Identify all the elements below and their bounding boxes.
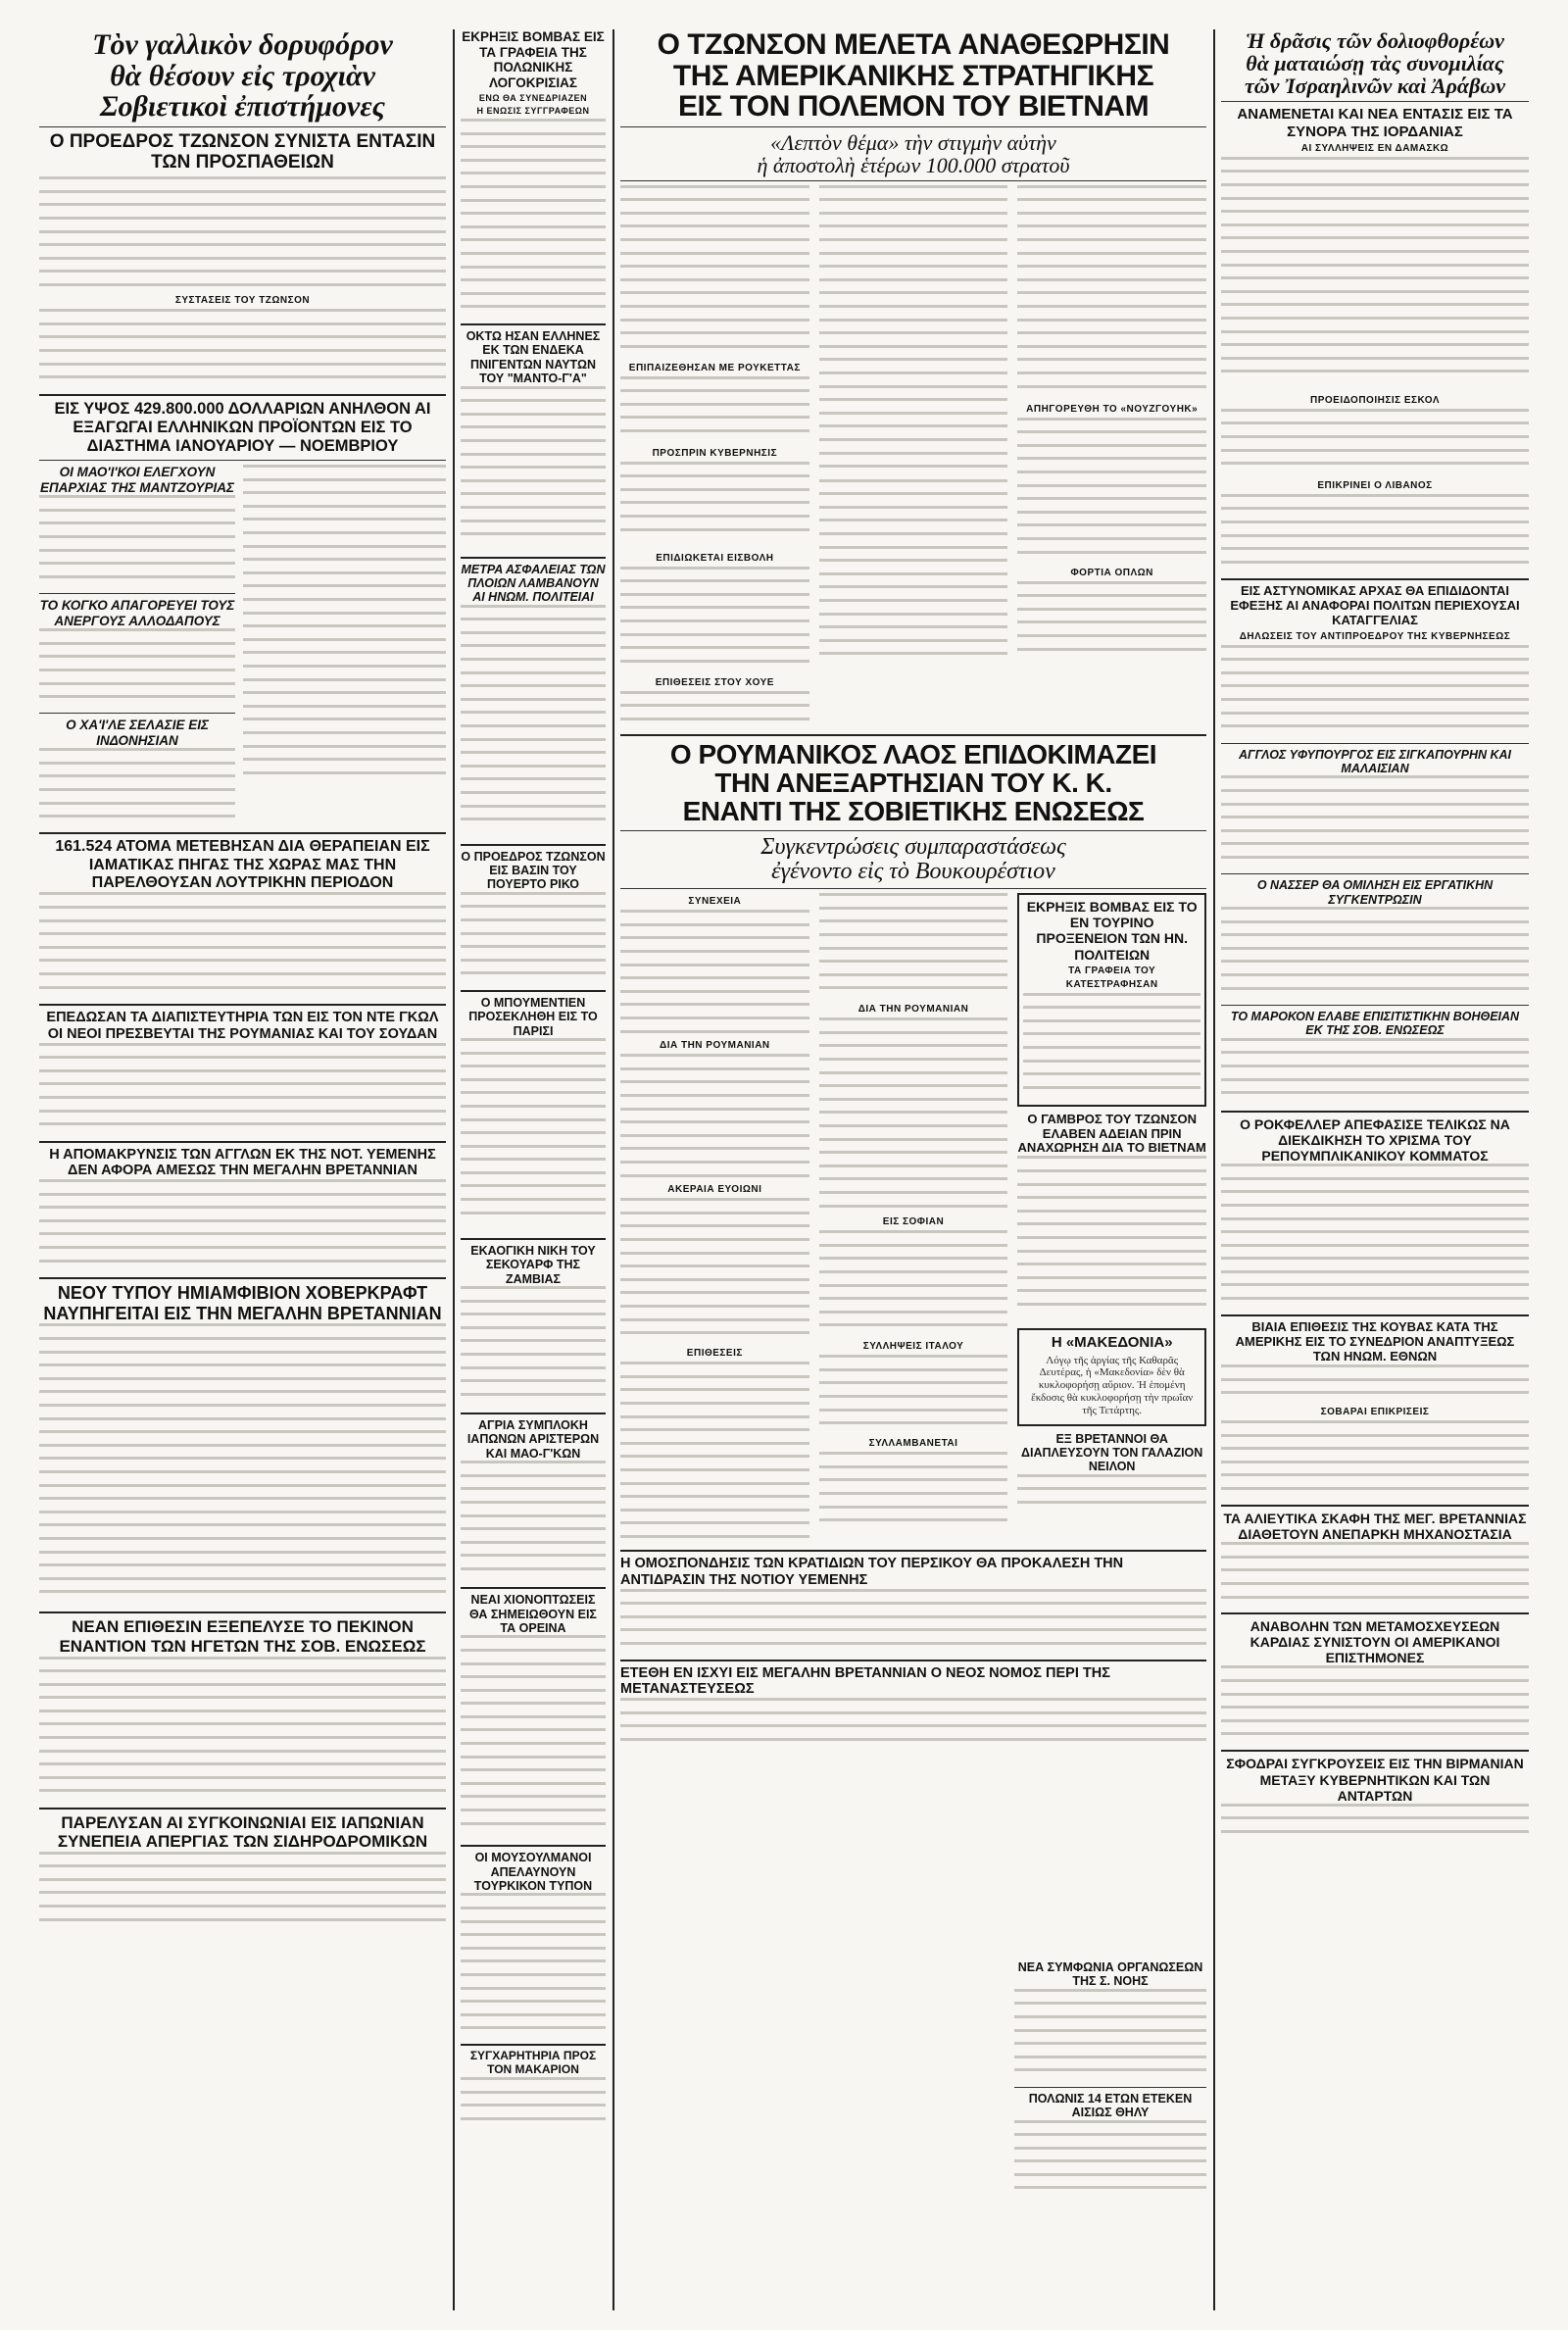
article-text [1221,1804,1529,1843]
article-text [1221,1420,1529,1501]
article-text [39,628,235,709]
headline: ΝΕΑ ΣΥΜΦΩΝΙΑ ΟΡΓΑΝΩΣΕΩΝ ΤΗΣ Σ. ΝΟΗΣ [1017,1960,1203,1989]
divider [461,990,606,992]
kicker: ΣΥΛΛΑΜΒΑΝΕΤΑΙ [868,1438,958,1450]
article-text [1221,1164,1529,1311]
divider [1221,1505,1529,1507]
article-text [1221,409,1529,477]
subheadline: ΑΝΑΜΕΝΕΤΑΙ ΚΑΙ ΝΕΑ ΕΝΤΑΣΙΣ ΕΙΣ ΤΑ ΣΥΝΟΡΑ ΤΗΣ ΙΟΡΔΑΝΙΑΣ [1237,106,1513,140]
kicker: ΚΑΤΕΣΤΡΑΦΗΣΑΝ [1065,978,1158,990]
headline: ΒΙΑΙΑ ΕΠΙΘΕΣΙΣ ΤΗΣ ΚΟΥΒΑΣ ΚΑΤΑ ΤΗΣ ΑΜΕΡΙΚΗΣ ΕΙΣ ΤΟ ΣΥΝΕΔΡΙΟΝ ΑΝΑΠΤΥΞΕΩΣ ΤΩΝ ΗΝΩΜ. ΕΘΝΩΝ [1235,1319,1515,1363]
divider [461,844,606,846]
kicker: ΔΙΑ ΤΗΝ ΡΟΥΜΑΝΙΑΝ [858,1004,969,1016]
article-text [243,465,446,788]
kicker: ΕΠΙΔΙΩΚΕΤΑΙ ΕΙΣΒΟΛΗ [656,552,774,564]
divider [620,734,1206,736]
headline: ΕΚΑΟΓΙΚΗ ΝΙΚΗ ΤΟΥ ΣΕΚΟΥΑΡΦ ΤΗΣ ΖΑΜΒΙΑΣ [470,1243,596,1286]
lead-subheadline: ἡ ἀποστολὴ ἑτέρων 100.000 στρατοῦ [757,152,1070,177]
article-text [620,1698,1206,1757]
headline: ΤΑ ΑΛΙΕΥΤΙΚΑ ΣΚΑΦΗ ΤΗΣ ΜΕΓ. ΒΡΕΤΑΝΝΙΑΣ ΔΙΑΘΕΤΟΥΝ ΑΝΕΠΑΡΚΗ ΜΗΧΑΝΟΣΤΑΣΙΑ [1223,1510,1527,1543]
article-text [620,462,809,550]
divider [620,830,1206,831]
article-text [620,567,809,674]
article-text [461,1461,606,1583]
divider [461,1238,606,1240]
divider [1014,2087,1206,2088]
headline: ΝΕΑΙ ΧΙΟΝΟΠΤΩΣΕΙΣ ΘΑ ΣΗΜΕΙΩΘΟΥΝ ΕΙΣ ΤΑ ΟΡΕΙΝΑ [469,1593,597,1635]
article-text [39,495,235,589]
headline: Ο ΝΑΣΣΕΡ ΘΑ ΟΜΙΛΗΣΗ ΕΙΣ ΕΡΓΑΤΙΚΗΝ ΣΥΓΚΕΝΤΡΩΣΙΝ [1256,878,1494,907]
article-text [461,605,606,840]
notice-text: Λόγῳ τῆς ἀργίας τῆς Καθαρᾶς Δευτέρας, ἡ «Μακεδονία» δὲν θὰ κυκλοφορήσῃ αὔριον. Ἡ ἑπομένη ἔκδοσις θὰ κυκλοφορήσῃ τὴν πρωΐαν τῆς Τετάρτης. [1031,1354,1194,1416]
divider [461,1413,606,1414]
two-column-block [39,465,446,828]
article-text [1014,2120,1206,2199]
kicker: Η ΕΝΩΣΙΣ ΣΥΓΓΡΑΦΕΩΝ [476,106,590,117]
article-text [1221,1364,1529,1404]
article-text [39,1852,446,1930]
article-text [1221,1038,1529,1107]
headline-line: ΤΗΝ ΑΝΕΞΑΡΤΗΣΙΑΝ ΤΟΥ Κ. Κ. [714,768,1112,799]
divider [1221,578,1529,580]
article-text [461,386,606,553]
divider [620,888,1206,889]
divider [39,1004,446,1006]
article-text [461,119,606,320]
article-text [620,1589,1206,1656]
divider [620,1660,1206,1661]
headline-line: θὰ ματαιώσῃ τὰς συνομιλίας [1246,51,1504,76]
headline: ΕΞ ΒΡΕΤΑΝΝΟΙ ΘΑ ΔΙΑΠΛΕΥΣΟΥΝ ΤΟΝ ΓΑΛΑΖΙΟΝ ΝΕΙΛΟΝ [1021,1431,1203,1474]
column-rule [1213,29,1215,2310]
divider [39,1277,446,1279]
notice-box [1017,1328,1206,1425]
divider [39,713,235,714]
romania-article-columns [620,893,1206,1546]
kicker: ΦΟΡΤΙΑ ΟΠΛΩΝ [1070,567,1153,578]
column-second [461,29,606,2136]
divider [461,557,606,559]
lead-headline-line: ΤΗΣ ΑΜΕΡΙΚΑΝΙΚΗΣ ΣΤΡΑΤΗΓΙΚΗΣ [672,59,1154,92]
lead-story-satellite [39,29,446,390]
headline: ΜΕΤΡΑ ΑΣΦΑΛΕΙΑΣ ΤΩΝ ΠΛΟΙΩΝ ΛΑΜΒΑΝΟΥΝ ΑΙ ΗΝΩΜ. ΠΟΛΙΤΕΙΑΙ [461,562,606,605]
headline: ΝΕΑΝ ΕΠΙΘΕΣΙΝ ΕΞΕΠΕΛΥΣΕ ΤΟ ΠΕΚΙΝΟΝ ΕΝΑΝΤΙΟΝ ΤΩΝ ΗΓΕΤΩΝ ΤΗΣ ΣΟΒ. ΕΝΩΣΕΩΣ [59,1617,426,1656]
article-text [1017,185,1206,401]
kicker: ΑΠΗΓΟΡΕΥΘΗ ΤΟ «ΝΟΥΖΓΟΥΗΚ» [1026,403,1199,415]
subheadline: Συγκεντρώσεις συμπαραστάσεως [760,833,1066,860]
kicker: ΑΚΕΡΑΙΑ ΕΥΟΙΩΝΙ [667,1184,762,1196]
headline: ΟΙ ΜΟΥΣΟΥΛΜΑΝΟΙ ΑΠΕΛΑΥΝΟΥΝ ΤΟΥΡΚΙΚΟΝ ΤΥΠΟΝ [473,1851,593,1894]
headline: Η ΑΠΟΜΑΚΡΥΝΣΙΣ ΤΩΝ ΑΓΓΛΩΝ ΕΚ ΤΗΣ ΝΟΤ. ΥΕΜΕΝΗΣ ΔΕΝ ΑΦΟΡΑ ΑΜΕΣΩΣ ΤΗΝ ΜΕΓΑΛΗΝ ΒΡΕΤΑΝΝΙΑΝ [49,1146,436,1179]
headline-line: θὰ θέσουν εἰς τροχιὰν [110,59,375,92]
headline-line: ΕΝΑΝΤΙ ΤΗΣ ΣΟΒΙΕΤΙΚΗΣ ΕΝΩΣΕΩΣ [682,796,1145,827]
divider [1221,1314,1529,1316]
headline: ΣΥΓΧΑΡΗΤΗΡΙΑ ΠΡΟΣ ΤΟΝ ΜΑΚΑΡΙΟΝ [469,2049,597,2077]
bottom-center-block [1014,1960,1206,2199]
lead-headline-line: ΕΙΣ ΤΟΝ ΠΟΛΕΜΟΝ ΤΟΥ ΒΙΕΤΝΑΜ [677,90,1150,123]
article-text [819,893,1008,1001]
divider [1221,1750,1529,1752]
article-text [620,1198,809,1345]
headline: ΑΓΡΙΑ ΣΥΜΠΛΟΚΗ ΙΑΠΩΝΩΝ ΑΡΙΣΤΕΡΩΝ ΚΑΙ ΜΑΟ-Γ'ΚΩΝ [466,1418,600,1461]
divider [461,1587,606,1589]
divider [1221,873,1529,874]
article-text [819,1017,1008,1214]
kicker: ΣΥΝΕΧΕΙΑ [688,896,742,908]
kicker: ΣΥΣΤΑΣΕΙΣ ΤΟΥ ΤΖΩΝΣΟΝ [174,295,311,307]
divider [620,180,1206,181]
divider [39,832,446,834]
divider [1221,1612,1529,1614]
headline: ΕΙΣ ΥΨΟΣ 429.800.000 ΔΟΛΛΑΡΙΩΝ ΑΝΗΛΘΟΝ ΑΙ ΕΞΑΓΩΓΑΙ ΕΛΛΗΝΙΚΩΝ ΠΡΟΪΟΝΤΩΝ ΕΙΣ ΤΟ ΔΙΑΣΤΗΜΑ ΙΑΝΟΥΑΡΙΟΥ — ΝΟΕΜΒΡΙΟΥ [54,400,431,456]
column-center [620,29,1206,1757]
notice-title: Η «ΜΑΚΕΔΟΝΙΑ» [1051,1334,1173,1352]
subheadline: ἐγένοντο εἰς τὸ Βουκουρέστιον [771,859,1055,885]
article-text [461,2077,606,2136]
article-text [1017,418,1206,565]
divider [1221,1005,1529,1006]
article-text [1221,494,1529,574]
divider [461,1845,606,1847]
headline: ΑΓΓΛΟΣ ΥΦΥΠΟΥΡΓΟΣ ΕΙΣ ΣΙΓΚΑΠΟΥΡΗΝ ΚΑΙ ΜΑΛΑΙΣΙΑΝ [1238,747,1512,775]
article-text [461,1635,606,1841]
article-text [1014,1989,1206,2083]
kicker: ΕΠΙΚΡΙΝΕΙ Ο ΛΙΒΑΝΟΣ [1317,479,1433,491]
kicker: ΕΝΩ ΘΑ ΣΥΝΕΔΡΙΑΖΕΝ [478,93,588,104]
article-text [39,1043,446,1137]
divider [461,323,606,325]
article-text [1017,1156,1206,1322]
divider [620,126,1206,127]
article-text [620,1054,809,1181]
headline: ΑΝΑΒΟΛΗΝ ΤΩΝ ΜΕΤΑΜΟΣΧΕΥΣΕΩΝ ΚΑΡΔΙΑΣ ΣΥΝΙΣΤΟΥΝ ΟΙ ΑΜΕΡΙΚΑΝΟΙ ΕΠΙΣΤΗΜΟΝΕΣ [1250,1618,1500,1666]
article-text [620,185,809,360]
headline: ΕΠΕΔΩΣΑΝ ΤΑ ΔΙΑΠΙΣΤΕΥΤΗΡΙΑ ΤΩΝ ΕΙΣ ΤΟΝ ΝΤΕ ΓΚΩΛ ΟΙ ΝΕΟΙ ΠΡΕΣΒΕΥΤΑΙ ΤΗΣ ΡΟΥΜΑΝΙΑΣ ΚΑΙ ΤΟΥ ΣΟΥΔΑΝ [46,1010,439,1043]
kicker: ΠΡΟΣΠΡΙΝ ΚΥΒΕΡΝΗΣΙΣ [652,447,778,459]
headline: ΣΦΟΔΡΑΙ ΣΥΓΚΡΟΥΣΕΙΣ ΕΙΣ ΤΗΝ ΒΙΡΜΑΝΙΑΝ ΜΕΤΑΞΥ ΚΥΒΕΡΝΗΤΙΚΩΝ ΚΑΙ ΤΩΝ ΑΝΤΑΡΤΩΝ [1226,1756,1524,1804]
headline-line: Ο ΡΟΥΜΑΝΙΚΟΣ ΛΑΟΣ ΕΠΙΔΟΚΙΜΑΖΕΙ [669,738,1157,769]
article-text [39,1657,446,1804]
lead-subheadline: «Λεπτὸν θέμα» τὴν στιγμὴν αὐτὴν [770,129,1056,155]
article-text [1221,1542,1529,1609]
divider [39,126,446,127]
kicker: ΔΗΛΩΣΕΙΣ ΤΟΥ ΑΝΤΙΠΡΟΕΔΡΟΥ ΤΗΣ ΚΥΒΕΡΝΗΣΕΩΣ [1239,630,1511,642]
article-text [620,376,809,445]
article-text [1023,993,1200,1101]
headline: ΟΙ ΜΑΟ'Ι'ΚΟΙ ΕΛΕΓΧΟΥΝ ΕΠΑΡΧΙΑΣ ΤΗΣ ΜΑΝΤΖΟΥΡΙΑΣ [39,465,235,495]
article-text [1221,907,1529,1001]
article-text [39,309,446,387]
divider [39,460,446,461]
headline: ΟΚΤΩ ΗΣΑΝ ΕΛΛΗΝΕΣ ΕΚ ΤΩΝ ΕΝΔΕΚΑ ΠΝΙΓΕΝΤΩΝ ΝΑΥΤΩΝ ΤΟΥ "ΜΑΝΤΟ-Γ'Α" [466,329,601,386]
article-text [819,185,1008,479]
divider [39,1611,446,1613]
divider [39,593,235,594]
lead-article-columns [620,185,1206,730]
divider [39,1808,446,1809]
article-text [1221,157,1529,392]
column-left [39,29,446,1930]
sub-column [620,185,809,730]
divider [39,394,446,396]
article-text [819,479,1008,675]
kicker: ΔΙΑ ΤΗΝ ΡΟΥΜΑΝΙΑΝ [660,1040,770,1052]
headline-line: Τὸν γαλλικὸν δορυφόρον [92,29,393,61]
headline-line: τῶν Ἰσραηλινῶν καὶ Ἀράβων [1244,74,1506,99]
sub-column [1017,893,1206,1546]
article-text [819,1355,1008,1435]
article-text [461,1286,606,1409]
kicker: ΑΙ ΣΥΛΛΗΨΕΙΣ ΕΝ ΔΑΜΑΣΚΩ [1300,142,1449,154]
headline: 161.524 ΑΤΟΜΑ ΜΕΤΕΒΗΣΑΝ ΔΙΑ ΘΕΡΑΠΕΙΑΝ ΕΙΣ ΙΑΜΑΤΙΚΑΣ ΠΗΓΑΣ ΤΗΣ ΧΩΡΑΣ ΜΑΣ ΤΗΝ ΠΑΡΕΛΘΟΥΣΑΝ ΛΟΥΤΡΙΚΗΝ ΠΕΡΙΟΔΟΝ [55,838,430,891]
subheadline: Ο ΠΡΟΕΔΡΟΣ ΤΖΩΝΣΟΝ ΣΥΝΙΣΤΑ ΕΝΤΑΣΙΝ ΤΩΝ ΠΡΟΣΠΑΘΕΙΩΝ [49,130,436,174]
divider [1221,1111,1529,1113]
kicker: ΣΥΛΛΗΨΕΙΣ ΙΤΑΛΟΥ [862,1341,964,1353]
article-text [620,910,809,1037]
boxed-story [1017,893,1206,1106]
sub-column [819,893,1008,1546]
headline-line: Σοβιετικοὶ ἐπιστήμονες [99,90,386,123]
article-text [620,691,809,730]
sub-column [1017,185,1206,730]
headline: Η ΟΜΟΣΠΟΝΔΗΣΙΣ ΤΩΝ ΚΡΑΤΙΔΙΩΝ ΤΟΥ ΠΕΡΣΙΚΟΥ ΘΑ ΠΡΟΚΑΛΕΣΗ ΤΗΝ ΑΝΤΙΔΡΑΣΙΝ ΤΗΣ ΝΟΤΙΟΥ ΥΕΜΕΝΗΣ [620,1556,1124,1588]
article-text [1017,581,1206,660]
article-text [461,1038,606,1234]
column-rule [612,29,614,2310]
divider [1221,743,1529,744]
article-text [39,748,235,828]
article-text [620,1362,809,1546]
sub-column [620,893,809,1546]
headline: ΤΟ ΚΟΓΚΟ ΑΠΑΓΟΡΕΥΕΙ ΤΟΥΣ ΑΝΕΡΓΟΥΣ ΑΛΛΟΔΑΠΟΥΣ [39,598,235,628]
kicker: ΕΠΙΘΕΣΕΙΣ ΣΤΟΥ ΧΟΥΕ [655,676,774,688]
sub-column [39,465,235,828]
article-text [1221,645,1529,739]
headline: ΠΟΛΩΝΙΣ 14 ΕΤΩΝ ΕΤΕΚΕΝ ΑΙΣΙΩΣ ΘΗΛΥ [1028,2091,1193,2120]
article-text [1221,775,1529,869]
article-text [1017,1474,1206,1513]
divider [39,1141,446,1143]
article-text [39,1179,446,1273]
headline: Ο ΠΡΟΕΔΡΟΣ ΤΖΩΝΣΟΝ ΕΙΣ ΒΑΣΙΝ ΤΟΥ ΠΟΥΕΡΤΟ ΡΙΚΟ [461,849,606,892]
article-text [1221,1665,1529,1746]
kicker: ΤΑ ΓΡΑΦΕΙΑ ΤΟΥ [1068,965,1156,976]
sub-column [243,465,446,828]
kicker: ΣΟΒΑΡΑΙ ΕΠΙΚΡΙΣΕΙΣ [1320,1406,1430,1417]
divider [620,1550,1206,1552]
headline-line: Ἡ δρᾶσις τῶν δολιοφθορέων [1246,28,1504,53]
sub-column [819,185,1008,730]
kicker: ΕΠΙΘΕΣΕΙΣ [686,1348,743,1360]
column-rule [453,29,455,2310]
lead-headline-line: Ο ΤΖΩΝΣΟΝ ΜΕΛΕΤΑ ΑΝΑΘΕΩΡΗΣΙΝ [657,28,1170,61]
headline: ΕΤΕΘΗ ΕΝ ΙΣΧΥΙ ΕΙΣ ΜΕΓΑΛΗΝ ΒΡΕΤΑΝΝΙΑΝ Ο ΝΕΟΣ ΝΟΜΟΣ ΠΕΡΙ ΤΗΣ ΜΕΤΑΝΑΣΤΕΥΣΕΩΣ [620,1664,1110,1698]
headline: Ο ΧΑ'Ι'ΛΕ ΣΕΛΑΣΙΕ ΕΙΣ ΙΝΔΟΝΗΣΙΑΝ [66,718,209,748]
headline: Ο ΜΠΟΥΜΕΝΤΙΕΝ ΠΡΟΣΕΚΛΗΘΗ ΕΙΣ ΤΟ ΠΑΡΙΣΙ [468,995,598,1038]
headline: ΝΕΟΥ ΤΥΠΟΥ ΗΜΙΑΜΦΙΒΙΟΝ ΧΟΒΕΡΚΡΑΦΤ ΝΑΥΠΗΓΕΙΤΑΙ ΕΙΣ ΤΗΝ ΜΕΓΑΛΗΝ ΒΡΕΤΑΝΝΙΑΝ [43,1283,442,1323]
headline: ΕΙΣ ΑΣΤΥΝΟΜΙΚΑΣ ΑΡΧΑΣ ΘΑ ΕΠΙΔΙΔΟΝΤΑΙ ΕΦΕΞΗΣ ΑΙ ΑΝΑΦΟΡΑΙ ΠΟΛΙΤΩΝ ΠΕΡΙΕΧΟΥΣΑΙ ΚΑΤΑΓΓΕΛΙΑΣ [1230,582,1520,627]
article-text [819,1230,1008,1338]
headline: Ο ΡΟΚΦΕΛΛΕΡ ΑΠΕΦΑΣΙΣΕ ΤΕΛΙΚΩΣ ΝΑ ΔΙΕΚΔΙΚΗΣΗ ΤΟ ΧΡΙΣΜΑ ΤΟΥ ΡΕΠΟΥΜΠΛΙΚΑΝΙΚΟΥ ΚΟΜΜΑΤΟΣ [1240,1115,1510,1165]
kicker: ΠΡΟΕΙΔΟΠΟΙΗΣΙΣ ΕΣΚΟΛ [1310,394,1440,406]
kicker: ΕΠΙΠΑΙΖΕΘΗΣΑΝ ΜΕ ΡΟΥΚΕΤΤΑΣ [628,362,801,373]
headline: ΠΑΡΕΛΥΣΑΝ ΑΙ ΣΥΓΚΟΙΝΩΝΙΑΙ ΕΙΣ ΙΑΠΩΝΙΑΝ ΣΥΝΕΠΕΙΑ ΑΠΕΡΓΙΑΣ ΤΩΝ ΣΙΔΗΡΟΔΡΟΜΙΚΩΝ [57,1812,428,1852]
divider [1221,101,1529,102]
headline: Ο ΓΑΜΒΡΟΣ ΤΟΥ ΤΖΩΝΣΟΝ ΕΛΑΒΕΝ ΑΔΕΙΑΝ ΠΡΙΝ ΑΝΑΧΩΡΗΣΗ ΔΙΑ ΤΟ ΒΙΕΤΝΑΜ [1017,1111,1206,1156]
headline: ΤΟ ΜΑΡΟΚΟΝ ΕΛΑΒΕ ΕΠΙΣΙΤΙΣΤΙΚΗΝ ΒΟΗΘΕΙΑΝ ΕΚ ΤΗΣ ΣΟΒ. ΕΝΩΣΕΩΣ [1230,1010,1520,1038]
article-text [39,1323,446,1608]
divider [461,2044,606,2046]
article-text [39,176,446,292]
kicker: ΕΙΣ ΣΟΦΙΑΝ [882,1216,945,1228]
article-text [819,1452,1008,1532]
headline: ΕΚΡΗΞΙΣ ΒΟΜΒΑΣ ΕΙΣ ΤΟ ΕΝ ΤΟΥΡΙΝΟ ΠΡΟΞΕΝΕΙΟΝ ΤΩΝ ΗΝ. ΠΟΛΙΤΕΙΩΝ [1026,899,1198,963]
column-right [1221,29,1529,1843]
headline: ΕΚΡΗΞΙΣ ΒΟΜΒΑΣ ΕΙΣ ΤΑ ΓΡΑΦΕΙΑ ΤΗΣ ΠΟΛΩΝΙΚΗΣ ΛΟΓΟΚΡΙΣΙΑΣ [462,29,605,90]
article-text [39,892,446,1000]
article-text [461,892,606,986]
article-text [461,1893,606,2040]
